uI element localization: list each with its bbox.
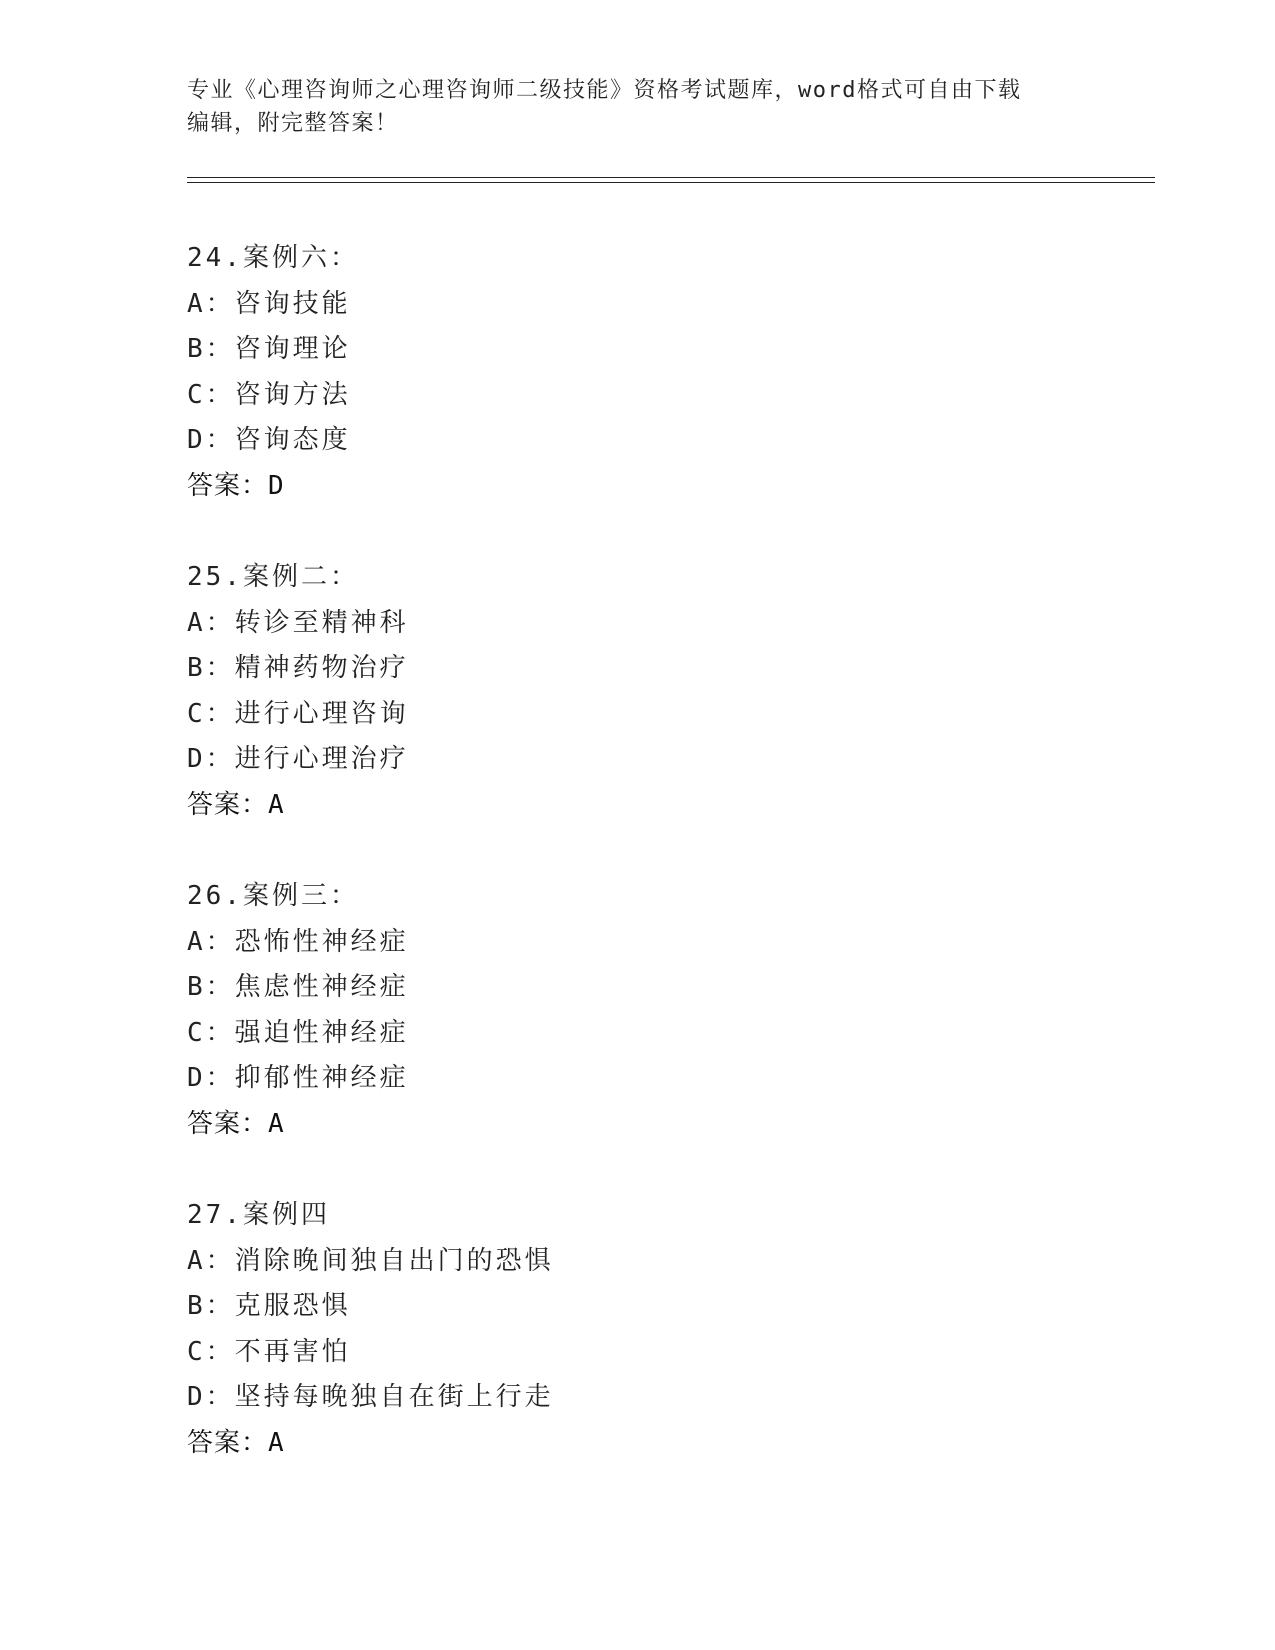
header-divider-bottom	[187, 182, 1155, 183]
answer-line	[187, 783, 1137, 829]
option-a: A：消除晚间独自出门的恐惧	[187, 1245, 554, 1276]
question-25	[187, 555, 1137, 828]
header-line-1: 专业《心理咨询师之心理咨询师二级技能》资格考试题库，word格式可自由下载	[187, 78, 1022, 103]
option-b: B：焦虑性神经症	[187, 972, 409, 1002]
option-a: A：咨询技能	[187, 288, 351, 319]
answer-key: A	[268, 1108, 285, 1139]
option-d: D：抑郁性神经症	[187, 1063, 409, 1093]
answer-key: A	[268, 1427, 285, 1458]
question-stem: 24.案例六：	[187, 243, 359, 273]
header-divider-top	[187, 177, 1155, 178]
answer-line	[187, 1421, 1137, 1467]
document-header	[187, 74, 1087, 140]
option-c: C：强迫性神经症	[187, 1017, 409, 1048]
answer-label: 答案：	[187, 470, 269, 501]
answer-label: 答案：	[187, 1427, 269, 1458]
answer-label: 答案：	[187, 789, 269, 820]
option-d: D：进行心理治疗	[187, 744, 409, 774]
question-24	[187, 236, 1137, 509]
question-27	[187, 1193, 1137, 1466]
option-c: C：不再害怕	[187, 1336, 351, 1367]
question-stem: 26.案例三：	[187, 881, 359, 911]
option-d: D：坚持每晚独自在街上行走	[187, 1382, 554, 1412]
question-stem: 27.案例四	[187, 1200, 330, 1230]
option-a: A：恐怖性神经症	[187, 926, 409, 957]
question-list	[187, 236, 1137, 1512]
option-c: C：咨询方法	[187, 379, 351, 410]
answer-label: 答案：	[187, 1108, 269, 1139]
answer-key: A	[268, 789, 285, 820]
option-d: D：咨询态度	[187, 425, 351, 455]
header-line-2: 编辑，附完整答案！	[187, 111, 399, 136]
answer-line	[187, 1102, 1137, 1148]
option-b: B：精神药物治疗	[187, 653, 409, 683]
answer-key: D	[268, 470, 285, 501]
option-b: B：咨询理论	[187, 334, 351, 364]
option-a: A：转诊至精神科	[187, 607, 409, 638]
option-c: C：进行心理咨询	[187, 698, 409, 729]
question-26	[187, 874, 1137, 1147]
question-stem: 25.案例二：	[187, 562, 359, 592]
answer-line	[187, 464, 1137, 510]
option-b: B：克服恐惧	[187, 1291, 351, 1321]
